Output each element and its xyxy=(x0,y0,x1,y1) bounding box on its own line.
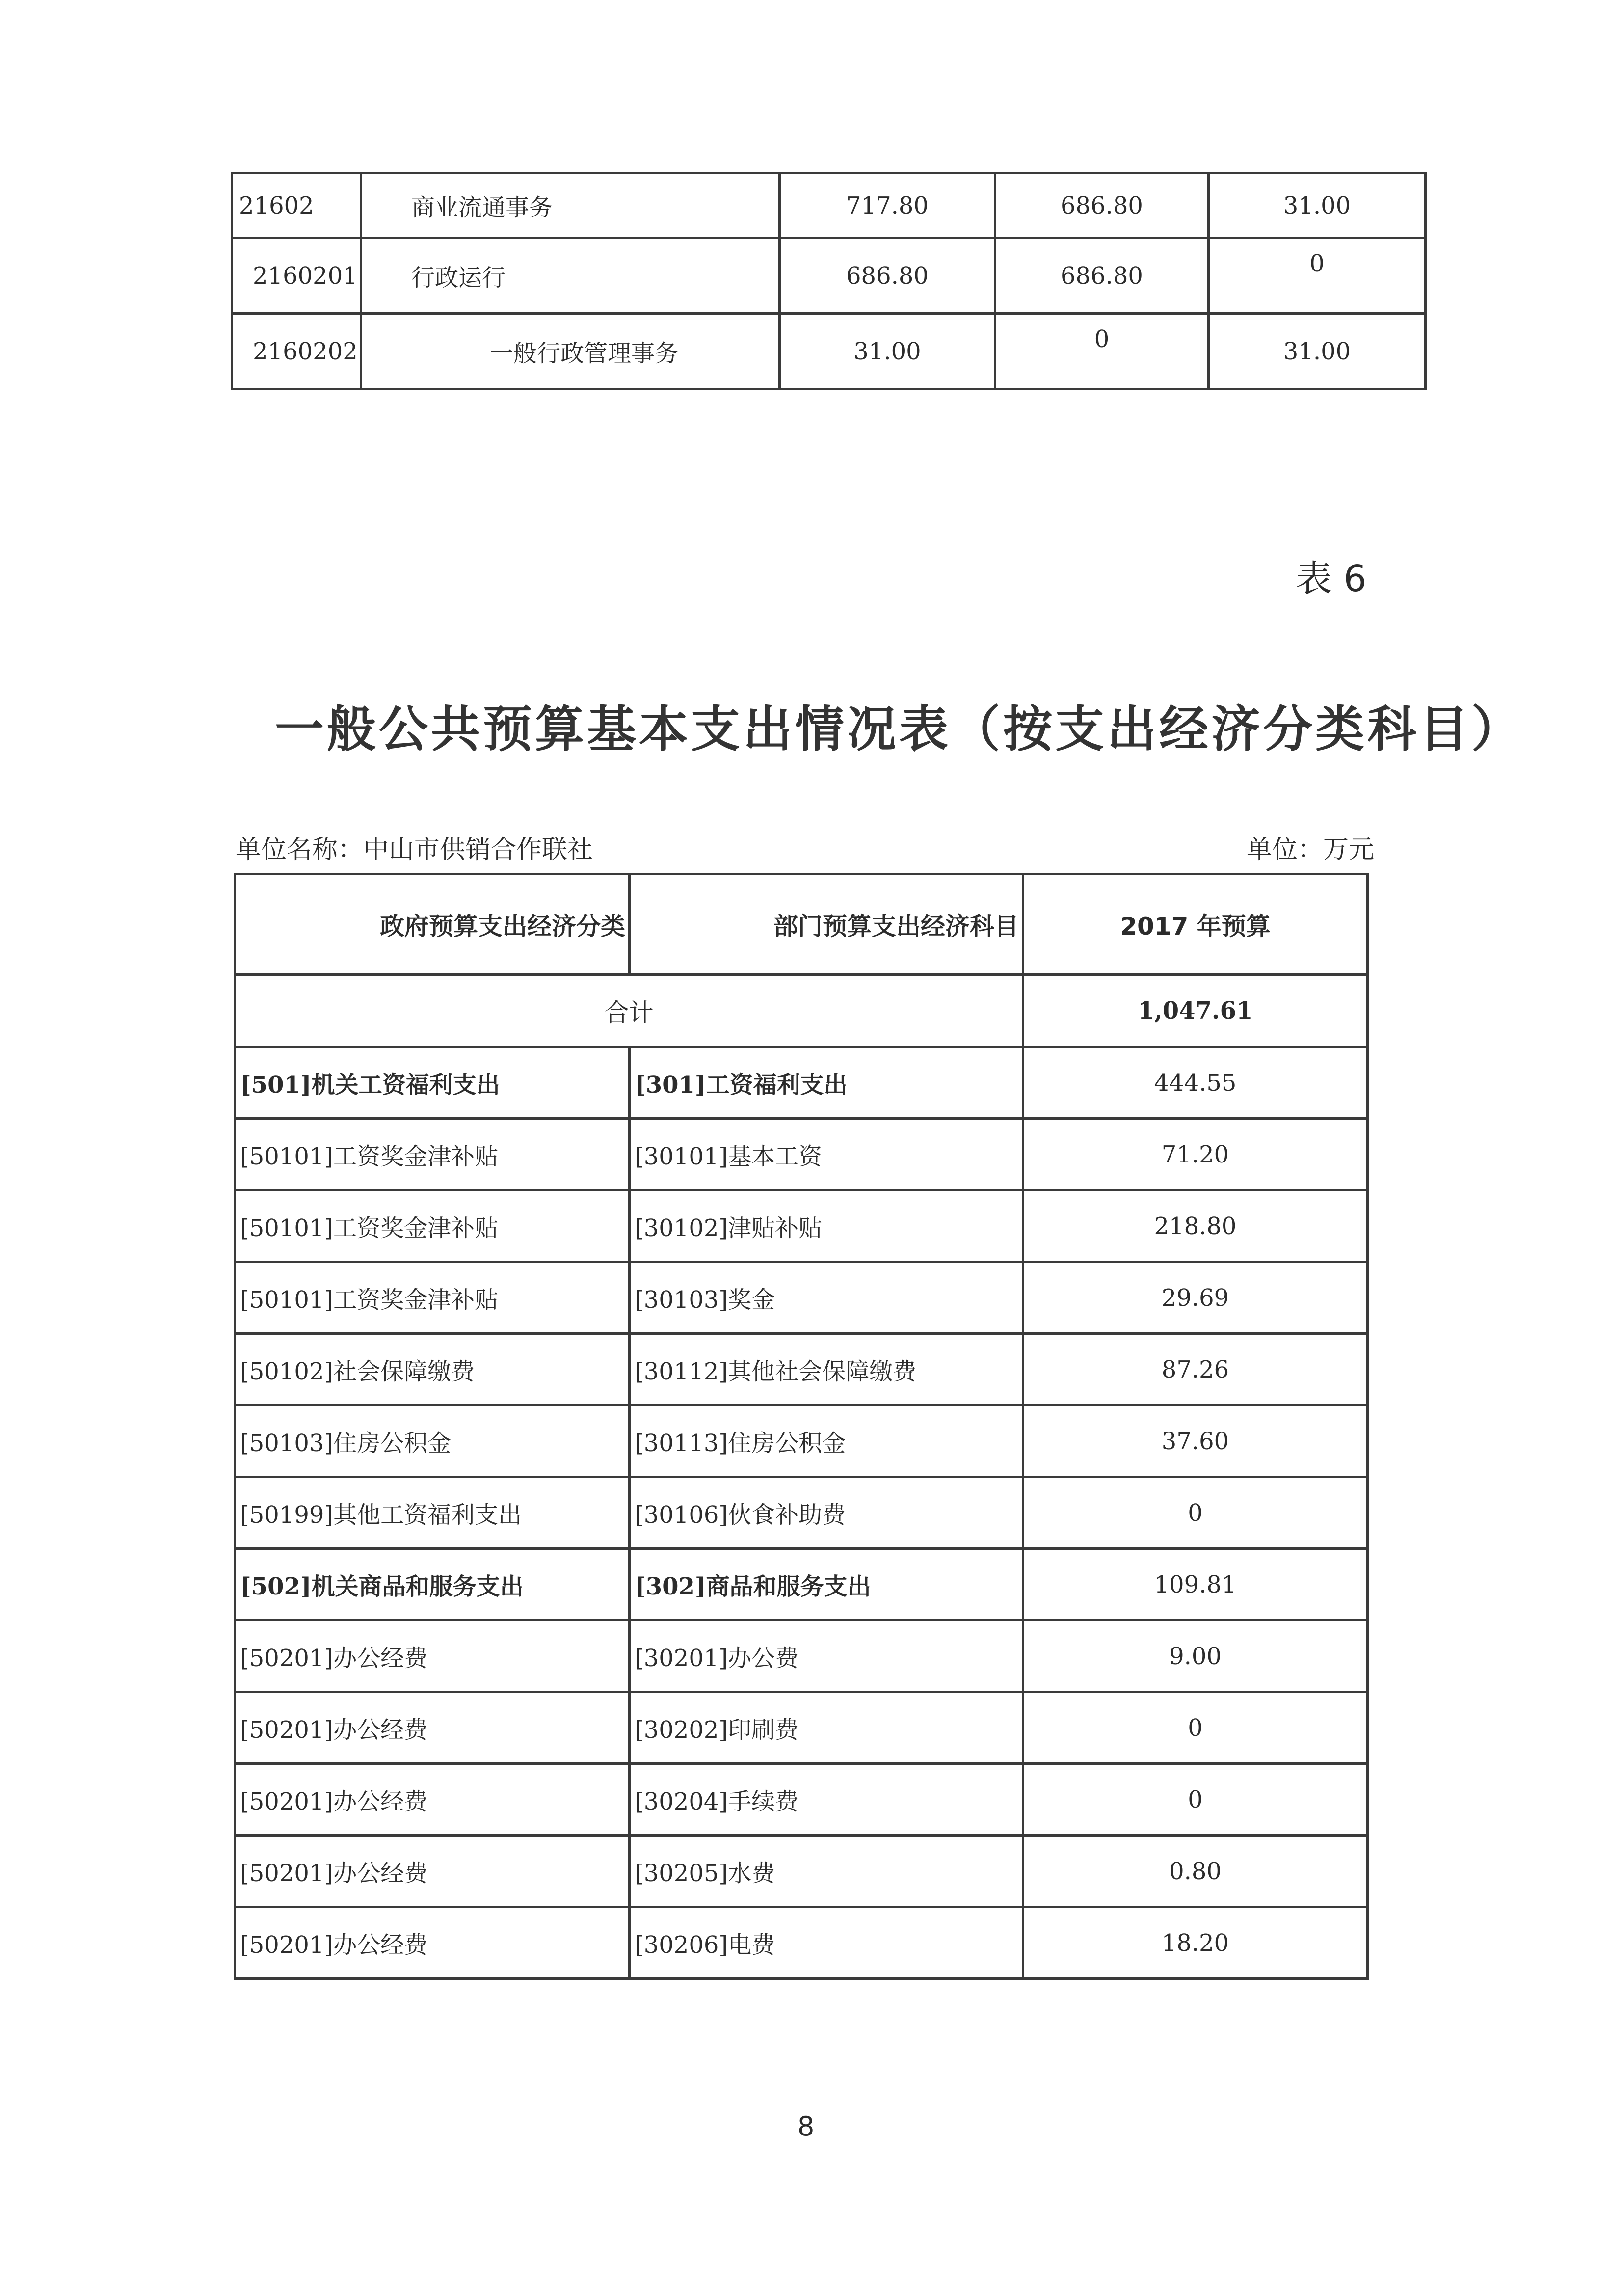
name-cell: 商业流通事务 xyxy=(361,173,780,238)
table-row xyxy=(235,1334,1368,1405)
dept-subject-cell: [30101]基本工资 xyxy=(630,1119,1023,1190)
table-row xyxy=(235,1405,1368,1477)
gov-category-cell: [50101]工资奖金津补贴 xyxy=(235,1262,630,1334)
dept-subject-cell: [301]工资福利支出 xyxy=(630,1047,1023,1119)
table-row xyxy=(232,173,1426,238)
amount-cell: 0 xyxy=(1023,1477,1368,1549)
table-row xyxy=(235,1477,1368,1549)
amount-cell: 218.80 xyxy=(1023,1190,1368,1262)
amount-cell: 37.60 xyxy=(1023,1405,1368,1477)
table-row xyxy=(235,1764,1368,1836)
expenditure-table xyxy=(234,873,1369,1980)
table-row xyxy=(235,1190,1368,1262)
amount-cell: 444.55 xyxy=(1023,1047,1368,1119)
table-row xyxy=(235,1907,1368,1979)
gov-category-cell: [50201]办公经费 xyxy=(235,1764,630,1836)
dept-subject-cell: [30205]水费 xyxy=(630,1836,1023,1907)
header-dept-subject: 部门预算支出经济科目 xyxy=(630,874,1023,975)
table-number: 表 6 xyxy=(1296,558,1367,600)
table-row xyxy=(235,1549,1368,1621)
dept-subject-cell: [302]商品和服务支出 xyxy=(630,1549,1023,1621)
dept-subject-cell: [30201]办公费 xyxy=(630,1621,1023,1692)
dept-subject-cell: [30103]奖金 xyxy=(630,1262,1023,1334)
header-row xyxy=(235,874,1368,975)
amount-cell: 9.00 xyxy=(1023,1621,1368,1692)
amount-cell: 18.20 xyxy=(1023,1907,1368,1979)
table-row xyxy=(235,1692,1368,1764)
dept-subject-cell: [30206]电费 xyxy=(630,1907,1023,1979)
gov-category-cell: [50201]办公经费 xyxy=(235,1621,630,1692)
table-row xyxy=(235,1262,1368,1334)
dept-subject-cell: [30204]手续费 xyxy=(630,1764,1023,1836)
gov-category-cell: [50102]社会保障缴费 xyxy=(235,1334,630,1405)
gov-category-cell: [502]机关商品和服务支出 xyxy=(235,1549,630,1621)
continuation-table xyxy=(231,172,1427,390)
total-cell: 31.00 xyxy=(780,314,995,389)
amount-cell: 0 xyxy=(1023,1764,1368,1836)
table-row xyxy=(235,1119,1368,1190)
amount-cell: 29.69 xyxy=(1023,1262,1368,1334)
amount-cell: 0.80 xyxy=(1023,1836,1368,1907)
gov-category-cell: [50101]工资奖金津补贴 xyxy=(235,1190,630,1262)
amount-cell: 87.26 xyxy=(1023,1334,1368,1405)
dept-subject-cell: [30112]其他社会保障缴费 xyxy=(630,1334,1023,1405)
dept-subject-cell: [30106]伙食补助费 xyxy=(630,1477,1023,1549)
amount-cell: 109.81 xyxy=(1023,1549,1368,1621)
page-number: 8 xyxy=(798,2111,815,2142)
name-cell: 行政运行 xyxy=(361,238,780,314)
total-value: 1,047.61 xyxy=(1023,975,1368,1047)
project-cell: 31.00 xyxy=(1209,314,1426,389)
basic-cell: 0 xyxy=(995,314,1209,389)
gov-category-cell: [50199]其他工资福利支出 xyxy=(235,1477,630,1549)
amount-cell: 0 xyxy=(1023,1692,1368,1764)
basic-cell: 686.80 xyxy=(995,173,1209,238)
gov-category-cell: [50103]住房公积金 xyxy=(235,1405,630,1477)
table-row xyxy=(235,1047,1368,1119)
table-row xyxy=(232,238,1426,314)
code-cell: 2160201 xyxy=(232,238,361,314)
gov-category-cell: [50101]工资奖金津补贴 xyxy=(235,1119,630,1190)
header-budget-2017: 2017 年预算 xyxy=(1023,874,1368,975)
gov-category-cell: [50201]办公经费 xyxy=(235,1836,630,1907)
unit-name: 单位名称：中山市供销合作联社 xyxy=(236,835,593,864)
gov-category-cell: [501]机关工资福利支出 xyxy=(235,1047,630,1119)
document-title: 一般公共预算基本支出情况表（按支出经济分类科目） xyxy=(275,701,1523,758)
project-cell: 0 xyxy=(1209,238,1426,314)
dept-subject-cell: [30202]印刷费 xyxy=(630,1692,1023,1764)
unit-measure: 单位：万元 xyxy=(1247,835,1375,864)
gov-category-cell: [50201]办公经费 xyxy=(235,1907,630,1979)
table-row xyxy=(235,1621,1368,1692)
total-cell: 717.80 xyxy=(780,173,995,238)
total-cell: 686.80 xyxy=(780,238,995,314)
table-row xyxy=(232,314,1426,389)
table-row xyxy=(235,1836,1368,1907)
basic-cell: 686.80 xyxy=(995,238,1209,314)
dept-subject-cell: [30113]住房公积金 xyxy=(630,1405,1023,1477)
dept-subject-cell: [30102]津贴补贴 xyxy=(630,1190,1023,1262)
total-label: 合计 xyxy=(235,975,1023,1047)
name-cell: 一般行政管理事务 xyxy=(361,314,780,389)
gov-category-cell: [50201]办公经费 xyxy=(235,1692,630,1764)
project-cell: 31.00 xyxy=(1209,173,1426,238)
amount-cell: 71.20 xyxy=(1023,1119,1368,1190)
code-cell: 21602 xyxy=(232,173,361,238)
code-cell: 2160202 xyxy=(232,314,361,389)
total-row xyxy=(235,975,1368,1047)
header-gov-category: 政府预算支出经济分类 xyxy=(235,874,630,975)
